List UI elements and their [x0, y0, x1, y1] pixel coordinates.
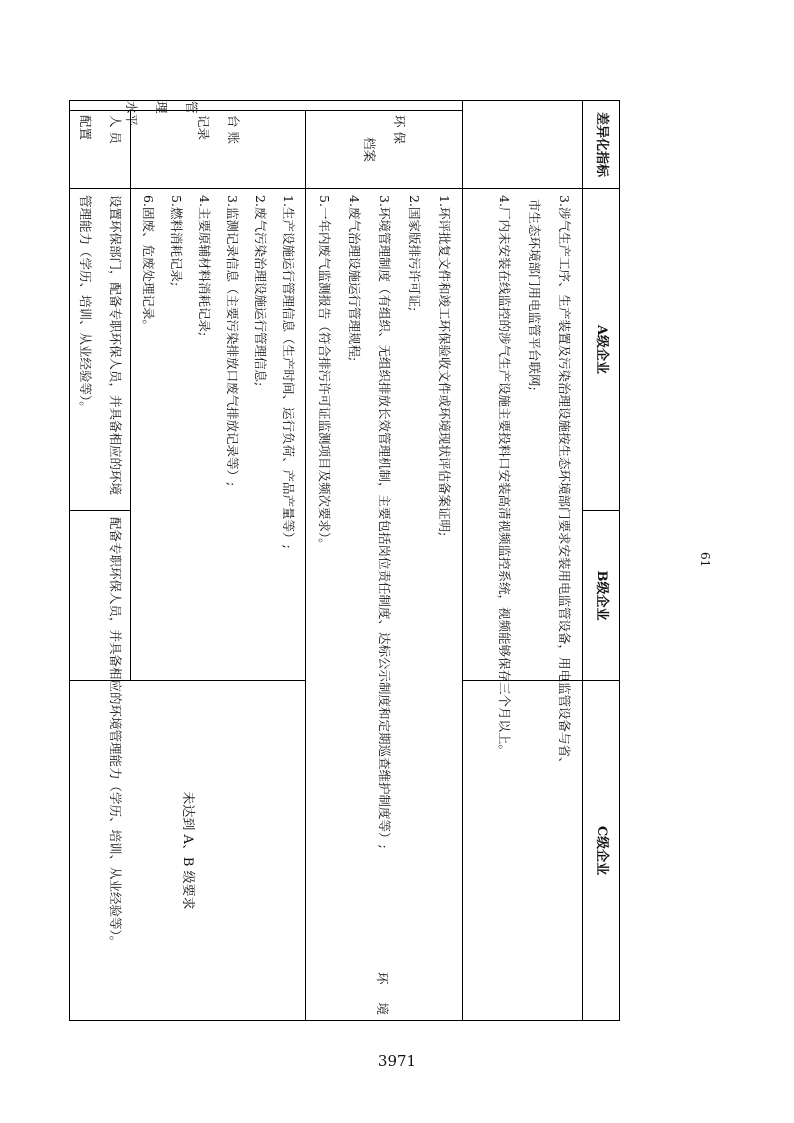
ledger-item: 3.监测记录信息（主要污染排放口废气排放记录等）; — [225, 195, 241, 487]
ledger-category — [131, 111, 306, 189]
archive-items — [306, 189, 463, 1021]
ledger-category-line2: 记录 — [196, 115, 211, 141]
ledger-row — [131, 101, 306, 1021]
ledger-item: 5.燃料消耗记录; — [169, 195, 185, 287]
archive-category — [306, 111, 463, 189]
env-mgmt-category — [70, 101, 463, 127]
staff-a-level: 设置环保部门，配备专职环保人员，并具备相应的环境管理能力（学历、培训、从业经验等）。 — [70, 189, 131, 511]
ledger-item: 6.固废、危废处理记录。 — [141, 195, 157, 332]
ledger-item: 2.废气污染治理设施运行管理信息; — [253, 195, 269, 387]
page-number: 3971 — [377, 1052, 417, 1070]
archive-category-line2: 档案 — [362, 137, 377, 163]
staff-row — [70, 101, 131, 1021]
header-b-level: B级企业 — [583, 511, 620, 681]
archive-row — [306, 101, 463, 1021]
header-c-level: C级企业 — [583, 681, 620, 1021]
ledger-item: 4.主要原辅材料消耗记录; — [197, 195, 213, 337]
archive-item: 1.环评批复文件和竣工环保验收文件或环境现状评估备案证明; — [437, 195, 453, 537]
staff-category-line2: 配置 — [78, 115, 93, 141]
archive-item: 4.废气治理设施运行管理规程; — [347, 195, 363, 362]
monitoring-item: 3.涉气生产工序、生产装置及污染治理设施按生态环境部门要求安装用电监管设备，用电监管设备与省、 — [557, 195, 573, 770]
staff-b-level: 配备专职环保人员，并具备相应的环境管理能力（学历、培训、从业经验等）。 — [70, 511, 131, 1021]
archive-item: 2.国家版排污许可证; — [407, 195, 423, 312]
header-row — [583, 101, 620, 1021]
archive-category-line1: 环 保 — [392, 115, 407, 144]
staff-category-line1: 人 员 — [108, 115, 123, 144]
c-level-requirement: 未达到 A、B 级要求 — [70, 681, 306, 1021]
env-mgmt-char: 境 — [375, 1002, 390, 1034]
ledger-item: 1.生产设施运行管理信息（生产时间、运行负荷、产品产量等）; — [281, 195, 297, 549]
env-mgmt-char: 环 — [375, 972, 390, 1003]
ledger-category-line1: 台 账 — [226, 115, 241, 144]
rotated-page-number: 61 — [698, 552, 712, 568]
indicator-table — [69, 100, 620, 1021]
env-mgmt-vertical-label — [374, 972, 392, 1034]
monitoring-items — [463, 189, 583, 770]
archive-item: 5.一年内废气监测报告（符合排污许可证监测项目及频次要求）。 — [317, 195, 333, 551]
monitoring-item: 市生态环境部门用电监管平台联网; — [527, 199, 543, 391]
env-mgmt-char: 水平 — [124, 101, 139, 127]
monitoring-item: 4.厂内未安装在线监控的涉气生产设施主要投料口安装高清视频监控系统，视频能够保存三个月以上。 — [497, 195, 513, 757]
ledger-items — [131, 189, 306, 681]
monitoring-category-blank — [463, 101, 583, 189]
archive-item: 3.环境管理制度（有组织、无组织排放长效管理机制，主要包括岗位责任制度、达标公示制度和定期巡查维护制度等）; — [377, 195, 393, 849]
header-a-level: A级企业 — [583, 189, 620, 511]
env-mgmt-char: 理 — [154, 101, 169, 114]
header-indicator: 差异化指标 — [583, 101, 620, 189]
env-mgmt-char: 管 — [184, 101, 199, 114]
staff-category — [70, 111, 131, 189]
monitoring-row — [463, 101, 583, 1021]
rotated-table-container — [78, 100, 620, 1020]
